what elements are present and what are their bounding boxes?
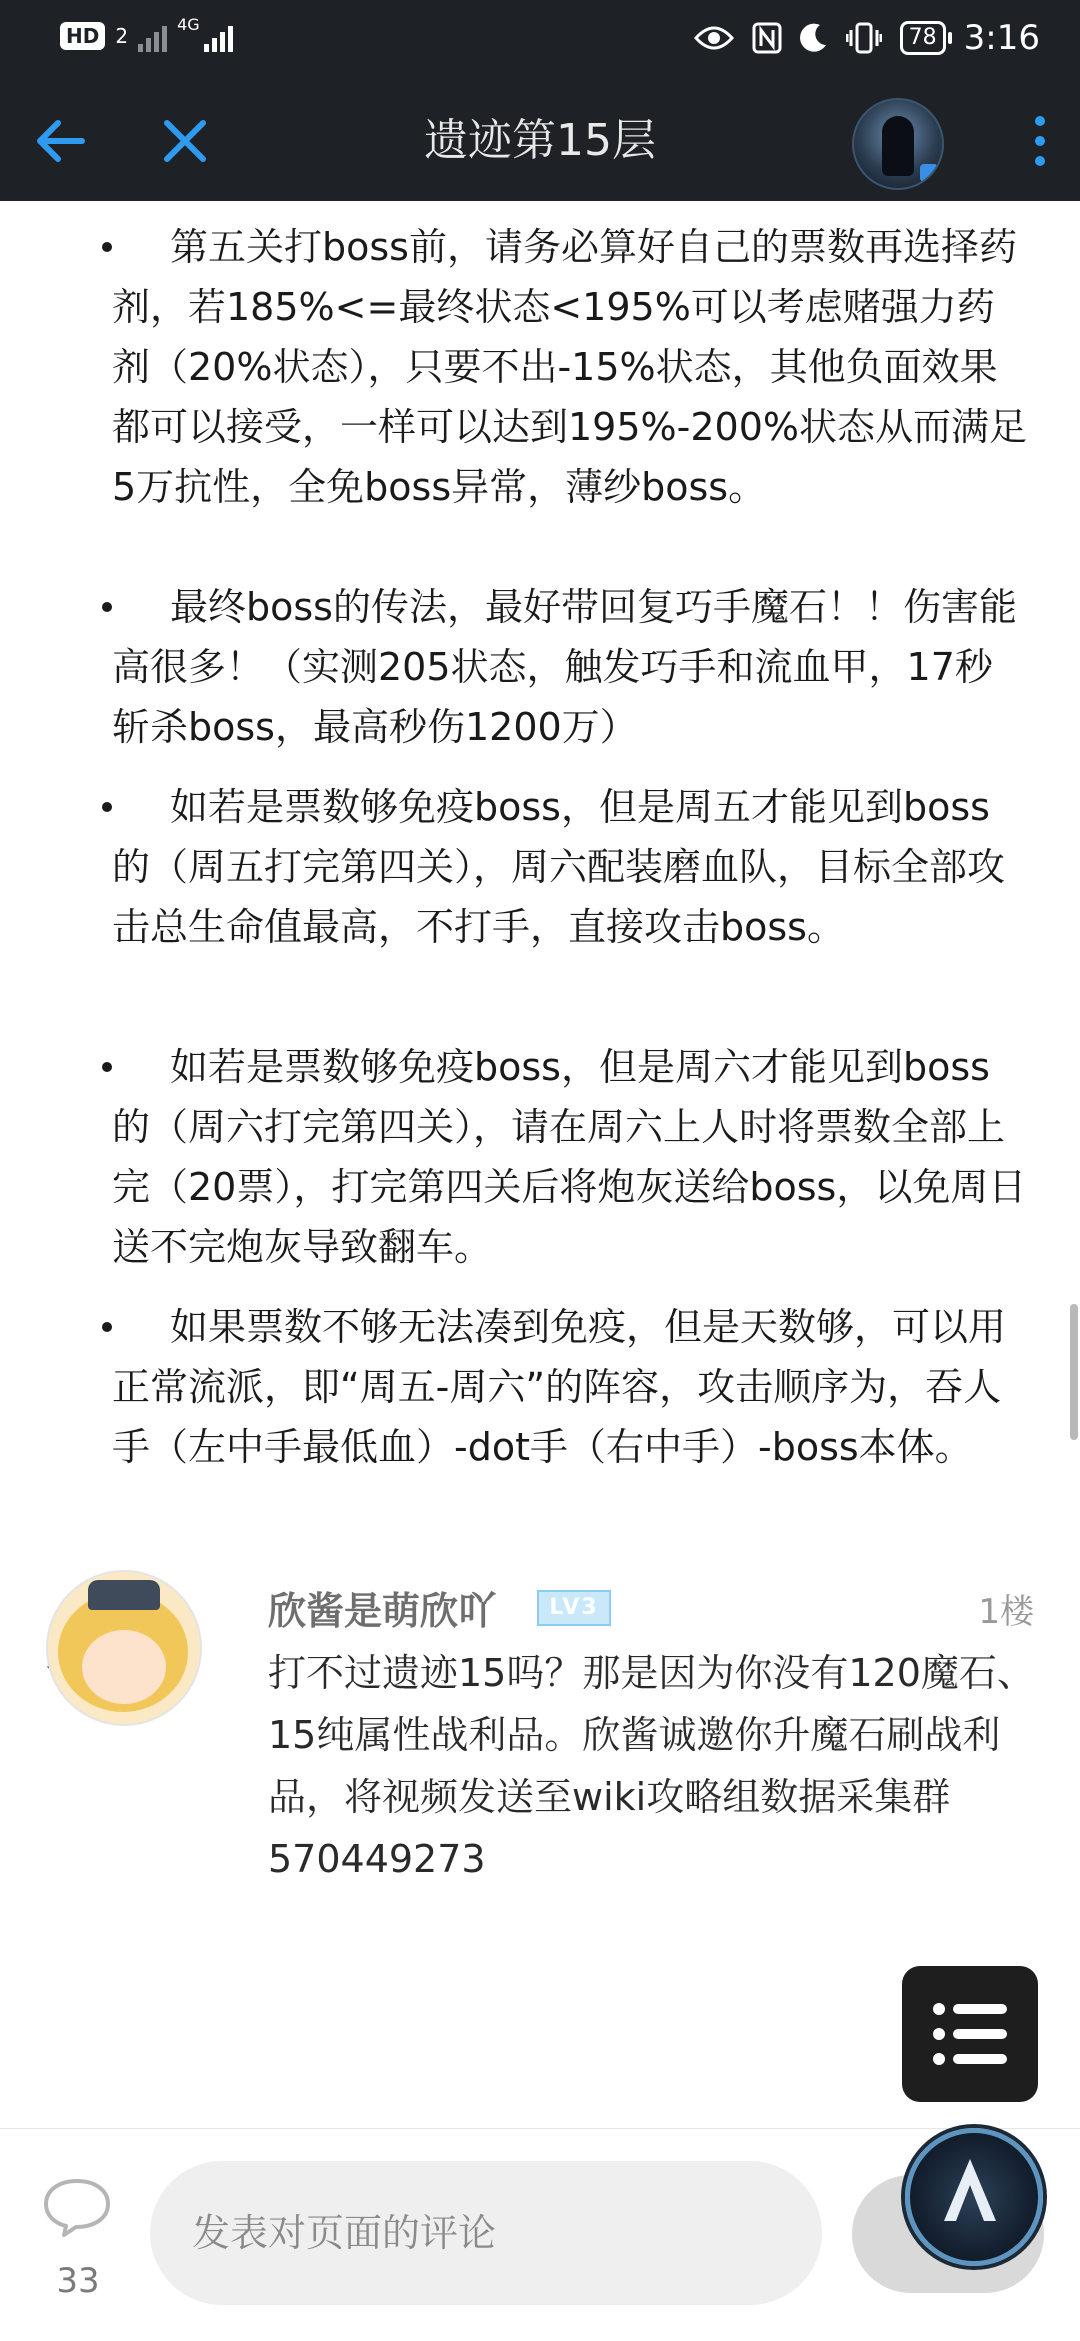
page-title: 遗迹第15层 bbox=[424, 115, 656, 166]
status-bar bbox=[0, 0, 1080, 80]
list-item bbox=[112, 1037, 1027, 1277]
bullet-text: 如若是票数够免疫boss，但是周六才能见到boss的（周六打完第四关），请在周六上人时将票数全部上完（20票），打完第四关后将炮灰送给boss，以免周日送不完炮灰导致翻车。 bbox=[112, 1045, 1027, 1269]
close-button[interactable] bbox=[145, 80, 225, 201]
close-icon bbox=[162, 118, 208, 164]
avatar-badge bbox=[920, 164, 938, 182]
status-left bbox=[60, 14, 233, 52]
commenter-avatar[interactable] bbox=[46, 1570, 202, 1726]
clock: 3:16 bbox=[963, 18, 1040, 58]
bullet-text: 如若是票数够免疫boss，但是周五才能见到boss的（周五打完第四关），周六配装磨血队，目标全部攻击总生命值最高，不打手，直接攻击boss。 bbox=[112, 785, 1006, 949]
bullet-dot bbox=[102, 802, 112, 812]
battery-indicator: 78 bbox=[900, 21, 946, 55]
game-logo-button[interactable] bbox=[905, 2128, 1043, 2266]
bullet-list bbox=[112, 217, 1027, 1557]
user-avatar[interactable] bbox=[852, 98, 944, 190]
arrow-left-icon bbox=[32, 117, 88, 165]
comment-bubble-icon[interactable] bbox=[42, 2177, 112, 2237]
list-item bbox=[112, 1297, 1027, 1537]
bullet-text: 第五关打boss前，请务必算好自己的票数再选择药剂，若185%<=最终状态<195%可以考虑赌强力药剂（20%状态），只要不出-15%状态，其他负面效果都可以接受，一样可以达到195%-200%状态从而满足5万抗性，全免boss异常，薄纱boss。 bbox=[112, 225, 1027, 509]
comment-count: 33 bbox=[56, 2261, 100, 2301]
avatar-face bbox=[82, 1630, 166, 1704]
network-type: 4G bbox=[177, 14, 200, 34]
bullet-dot bbox=[102, 1322, 112, 1332]
comment-text: 打不过遗迹15吗？那是因为你没有120魔石、15纯属性战利品。欣酱诚邀你升魔石刷战利品，将视频发送至wiki攻略组数据采集群570449273 bbox=[268, 1651, 1035, 1881]
status-right bbox=[694, 18, 1040, 58]
nfc-icon bbox=[752, 22, 782, 54]
bullet-text: 最终boss的传法，最好带回复巧手魔石！！伤害能高很多！（实测205状态，触发巧手和流血甲，17秒斩杀boss，最高秒伤1200万） bbox=[112, 585, 1017, 749]
bullet-dot bbox=[102, 602, 112, 612]
more-button[interactable] bbox=[1010, 80, 1070, 201]
hd-badge: HD bbox=[60, 22, 105, 50]
list-item bbox=[112, 777, 1027, 1017]
level-badge: LV3 bbox=[537, 1590, 611, 1626]
list-item bbox=[112, 217, 1027, 557]
more-vertical-icon bbox=[1033, 115, 1047, 167]
back-button[interactable] bbox=[20, 80, 100, 201]
comment-input[interactable]: 发表对页面的评论 bbox=[150, 2161, 822, 2305]
logo-a-icon bbox=[940, 2155, 1000, 2225]
signal-sim1-icon bbox=[138, 20, 167, 52]
eye-icon bbox=[694, 24, 734, 52]
sim-indicator: 2 bbox=[115, 24, 129, 48]
table-of-contents-button[interactable] bbox=[902, 1966, 1038, 2102]
floor-number: 1楼 bbox=[978, 1592, 1034, 1632]
commenter-name[interactable]: 欣酱是萌欣吖 bbox=[268, 1589, 497, 1633]
avatar-figure bbox=[882, 116, 914, 176]
scrollbar[interactable] bbox=[1070, 1304, 1078, 1440]
list-item bbox=[112, 577, 1027, 757]
bullet-dot bbox=[102, 1062, 112, 1072]
signal-sim2-icon bbox=[204, 20, 233, 52]
app-bar bbox=[0, 80, 1080, 201]
avatar-hat bbox=[88, 1580, 160, 1610]
bullet-dot bbox=[102, 242, 112, 252]
moon-icon bbox=[800, 23, 828, 53]
bullet-text: 如果票数不够无法凑到免疫，但是天数够，可以用正常流派，即“周五-周六”的阵容，攻击顺序为，吞人手（左中手最低血）-dot手（右中手）-boss本体。 bbox=[112, 1305, 1007, 1469]
list-icon bbox=[931, 2001, 1009, 2067]
vibrate-icon bbox=[846, 22, 882, 54]
